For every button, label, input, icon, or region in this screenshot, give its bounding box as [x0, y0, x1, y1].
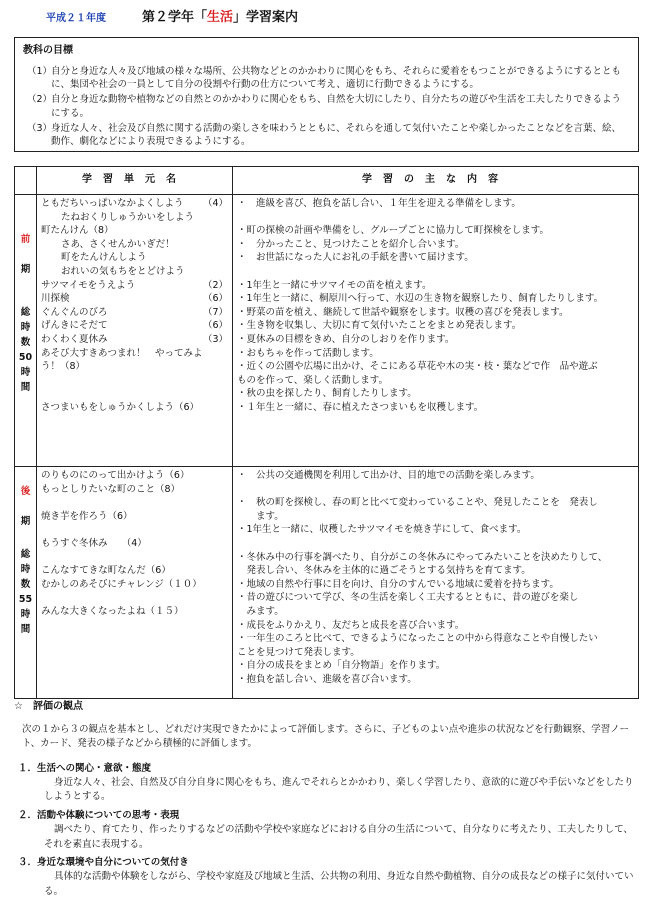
unit-hours: （3）: [202, 333, 228, 345]
list-item: [41, 265, 228, 279]
document-header: [22, 9, 642, 29]
goal-number: （2）: [27, 94, 53, 106]
term-hours-char: 間: [20, 382, 31, 394]
first-term-name: [15, 195, 36, 277]
list-item: [41, 578, 228, 592]
term-hours-char: 時: [20, 367, 31, 379]
table-header-row: [15, 167, 639, 195]
evaluation-heading: ☆ 評価の観点: [14, 701, 83, 712]
list-item: [41, 401, 228, 415]
title-prefix: 第２学年「: [142, 10, 208, 25]
unit-name: 焼き芋を作ろう（6）: [41, 510, 133, 522]
unit-name: げんきにそだて: [41, 320, 108, 332]
learning-plan-table: [14, 166, 639, 699]
term-hours-char: 総: [20, 306, 31, 318]
second-term-char-b: 期: [20, 515, 31, 527]
evaluation-item-title: ２．活動や体験についての思考・表現: [18, 810, 180, 822]
content-line: みます。: [237, 605, 284, 617]
list-item: [41, 387, 228, 401]
goal-item: [23, 122, 630, 150]
content-line: ・近くの公園や広場に出かけ、そこにある草花や木の実・枝・葉などで作 品や遊ぶ: [237, 361, 598, 373]
content-line: ・生き物を収集し、大切に育て気付いたことをまとめ発表します。: [237, 320, 522, 332]
unit-name: さつまいもをしゅうかくしよう（6）: [41, 401, 200, 413]
list-item: [41, 591, 228, 605]
list-item: [41, 211, 228, 225]
unit-name: さあ、さくせんかいぎだ！: [61, 238, 175, 250]
goal-number: （3）: [27, 122, 53, 134]
term-hours-char: 55: [18, 594, 33, 606]
content-line: ・ 分かったこと、見つけたことを紹介し合います。: [237, 238, 465, 250]
fiscal-year: 平成２１年度: [46, 13, 106, 24]
second-term-units: [37, 467, 233, 699]
first-term-label: [15, 195, 37, 467]
content-line: ・地域の自然や行事に目を向け、自分のすんでいる地域に愛着を持ちます。: [237, 578, 559, 590]
content-line: ・町の探検の計画や準備をし、グループごとに協力して町探検をします。: [237, 225, 549, 237]
list-item: [41, 292, 228, 306]
list-item: [41, 224, 228, 238]
unit-name: ともだちいっぱいなかよくしよう: [41, 198, 184, 209]
content-line: ・昔の遊びについて学び、冬の生活を楽しく工夫するとともに、昔の遊びを楽し: [237, 592, 579, 604]
list-item: [41, 469, 228, 483]
list-item: [41, 551, 228, 565]
list-item: [41, 523, 228, 537]
list-item: [41, 306, 228, 320]
goals-heading: 教科の目標: [23, 45, 73, 56]
second-term-contents: [233, 467, 639, 699]
term-hours-char: 時: [20, 321, 31, 333]
term-hours-char: 総: [20, 548, 31, 560]
term-hours-char: 時: [20, 563, 31, 575]
term-hours-char: 間: [20, 624, 31, 636]
unit-name: 川探検: [41, 293, 70, 305]
first-term-row: [15, 195, 639, 467]
subject-goals-box: [14, 37, 639, 152]
unit-name: あそび大すきあつまれ！ やってみよ: [41, 347, 203, 359]
title-suffix: 」学習案内: [233, 10, 299, 25]
content-line: ・一年生のころと比べて、できるようになったことの中から得意なことや自慢したい: [237, 633, 598, 645]
list-item: [41, 197, 228, 211]
second-term-name: [15, 467, 36, 529]
unit-hours: （2）: [202, 279, 228, 291]
unit-hours: （6）: [202, 293, 228, 305]
content-line: ・ 秋の町を探検し、春の町と比べて変わっていることや、発見したことを 発表し: [237, 497, 598, 509]
evaluation-item-title: １．生活への関心・意欲・態度: [18, 762, 152, 774]
unit-name: たねおくりしゅうかいをしよう: [61, 211, 195, 223]
evaluation-item-title: ３．身近な環境や自分についての気付き: [18, 857, 189, 869]
unit-name: サツマイモをうえよう: [41, 279, 136, 291]
goal-item: [23, 93, 630, 121]
evaluation-intro: 次の１から３の観点を基本とし、どれだけ実現できたかによって評価します。さらに、子どものよい点や進歩の状況などを行動観察、学習ノート、カード、発表の様子などから積極的に評価します。: [22, 723, 629, 750]
content-line: ・夏休みの目標をきめ、自分のしおりを作ります。: [237, 333, 455, 345]
list-item: [41, 374, 228, 388]
unit-name: もうすぐ冬休み （4）: [41, 537, 147, 549]
content-line: 発表し合い、冬休みを主体的に過ごそうとする気持ちを育てます。: [237, 565, 531, 577]
list-item: [41, 564, 228, 578]
goals-list: [23, 65, 630, 150]
term-hours-char: 50: [18, 352, 33, 364]
unit-hours: （6）: [202, 320, 228, 332]
content-line: ・秋の虫を探したり、飼育したりします。: [237, 388, 417, 400]
unit-name: むかしのあそびにチャレンジ（１０）: [41, 578, 202, 590]
content-line: ・ 公共の交通機関を利用して出かけ、目的地での活動を楽しみます。: [237, 470, 540, 481]
content-line: ・抱負を話し合い、進級を喜び合います。: [237, 673, 417, 685]
unit-header: 学習単元名: [37, 167, 233, 195]
unit-name: ぐんぐんのびろ: [41, 306, 108, 318]
content-line: ・野菜の苗を植え、継続して世話や観察をします。収穫の喜びを発表します。: [237, 306, 569, 318]
first-term-contents: [233, 195, 639, 467]
evaluation-items: [14, 762, 639, 900]
goal-text: 自分と身近な動物や植物などの自然とのかかわりに関心をもち、自然を大切にしたり、自分たちの遊びや生活を工夫したりできるようにする。: [51, 94, 622, 119]
evaluation-item-desc: 調べたり、育てたり、作ったりするなどの活動や学校や家庭などにおける自分の生活について、自分なりに考えたり、工夫したりして、それを素直に表現する。: [44, 823, 633, 850]
list-item: [41, 510, 228, 524]
term-header-cell: [15, 167, 37, 195]
first-term-units: [37, 195, 233, 467]
list-item: [41, 279, 228, 293]
unit-hours: （4）: [202, 198, 228, 209]
list-item: [41, 360, 228, 374]
content-line: ・１年生と一緒に、春に植えたさつまいもを収穫します。: [237, 401, 484, 413]
list-item: [41, 347, 228, 361]
list-item: [41, 483, 228, 497]
list-item: [41, 238, 228, 252]
content-line: ・おもちゃを作って活動します。: [237, 347, 379, 359]
goal-number: （1）: [27, 65, 53, 77]
list-item: [41, 496, 228, 510]
content-line: ・1年生と一緒に、収穫したサツマイモを焼き芋にして、食べます。: [237, 524, 527, 536]
content-line: ・ 進級を喜び、抱負を話し合い、１年生を迎える準備をします。: [237, 198, 521, 209]
list-item: [41, 319, 228, 333]
title-subject: 生活: [207, 10, 234, 25]
unit-name: う！（8）: [41, 361, 86, 373]
second-term-char-a: 後: [20, 486, 31, 497]
content-line: [237, 537, 634, 551]
content-line: ものを作って、楽しく活動します。: [237, 374, 389, 386]
goal-text: 自分と身近な人々及び地域の様々な場所、公共物などとのかかわりに関心をもち、それらに愛着をもつことができるようにするとともに、集団や社会の一員として自分の役割や行動の仕方について考え、適切に行動できるようにする。: [51, 65, 622, 91]
content-line: ます。: [237, 510, 284, 522]
evaluation-section: [14, 700, 639, 900]
content-line: ・1年生と一緒に、桐原川へ行って、水辺の生き物を観察したり、飼育したりします。: [237, 293, 604, 305]
term-hours-char: 時: [20, 609, 31, 621]
term-hours-char: 数: [20, 336, 31, 348]
content-line: ・ お世話になった人にお礼の手紙を書いて届けます。: [237, 252, 474, 264]
content-line: ことを見つけて発表します。: [237, 646, 360, 658]
list-item: [41, 251, 228, 265]
evaluation-item-desc: 具体的な活動や体験をしながら、学校や家庭及び地域と生活、公共物の利用、身近な自然や動植物、自分の成長などの様子に気付いている。: [44, 871, 634, 897]
content-header: 学習の主な内容: [233, 167, 639, 195]
term-hours-char: 数: [20, 578, 31, 590]
first-term-char-a: 前: [20, 234, 31, 245]
second-term-hours: [15, 529, 36, 638]
unit-name: おれいの気もちをとどけよう: [61, 265, 185, 277]
content-line: ・自分の成長をまとめ「自分物語」を作ります。: [237, 660, 446, 672]
list-item: [41, 333, 228, 347]
content-line: [237, 211, 634, 225]
list-item: [41, 605, 228, 619]
unit-name: 町をたんけんしよう: [61, 252, 147, 264]
unit-name: もっとしりたいな町のこと（8）: [41, 483, 181, 495]
content-line: ・冬休み中の行事を調べたり、自分がこの冬休みにやってみたいことを決めたりして、: [237, 551, 608, 563]
page-title: [142, 9, 298, 28]
first-term-hours: [15, 277, 36, 396]
unit-name: わくわく夏休み: [41, 333, 108, 345]
content-line: [237, 483, 634, 497]
content-line: ・1年生と一緒にサツマイモの苗を植えます。: [237, 279, 432, 291]
list-item: [41, 537, 228, 551]
content-line: [237, 265, 634, 279]
unit-hours: （7）: [202, 306, 228, 318]
unit-name: 町たんけん（8）: [41, 225, 114, 237]
unit-name: みんな大きくなったよね（１５）: [41, 605, 184, 617]
second-term-row: [15, 467, 639, 699]
evaluation-item-desc: 身近な人々、社会、自然及び自分自身に関心をもち、進んでそれらとかかわり、楽しく学習したり、意欲的に遊びや手伝いなどをしたりしようとする。: [44, 776, 634, 803]
second-term-label: [15, 467, 37, 699]
goal-item: [23, 65, 630, 93]
unit-name: のりものにのって出かけよう（6）: [41, 470, 190, 481]
content-line: ・成長をふりかえり、友だちと成長を喜び合います。: [237, 619, 465, 631]
unit-name: こんなすてきな町なんだ（6）: [41, 565, 171, 577]
goal-text: 身近な人々、社会及び自然に関する活動の楽しさを味わうとともに、それらを通して気付いたことや楽しかったことなどを言葉、絵、動作、劇化などにより表現できるようにする。: [51, 122, 622, 148]
first-term-char-b: 期: [20, 263, 31, 275]
